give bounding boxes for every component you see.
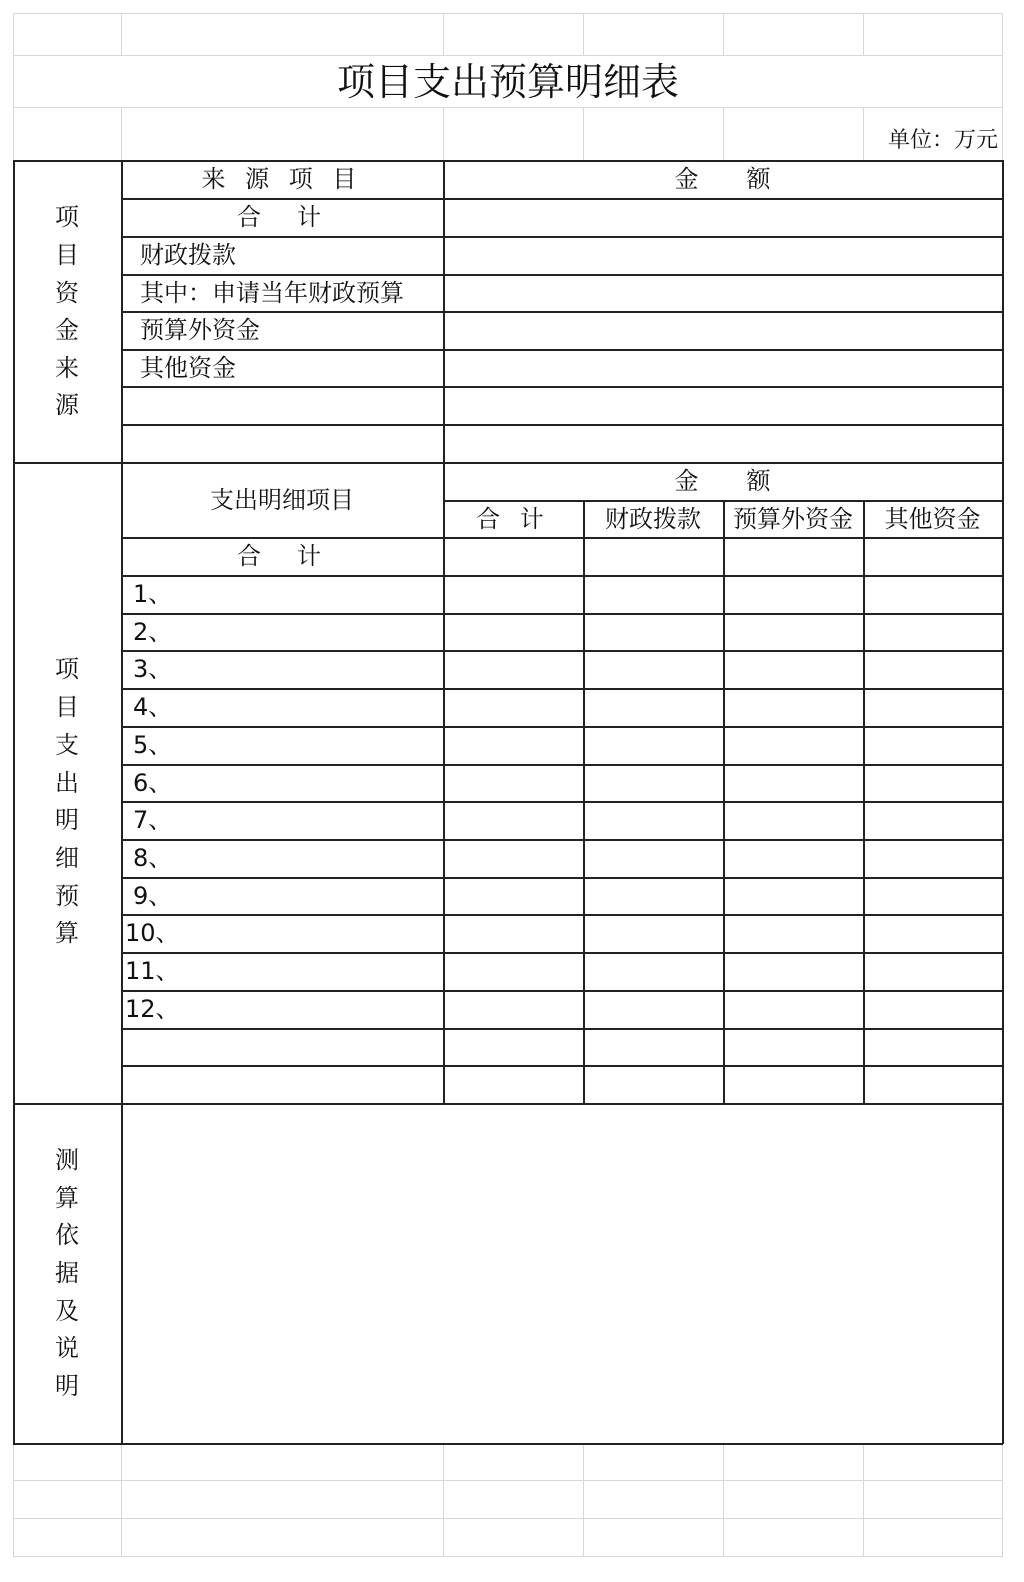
expense-row-label [121,1028,443,1065]
expense-row-label: 8、 [133,844,173,872]
basis-side-label-char: 及 [55,1296,79,1325]
table-border-line [443,160,445,462]
expense-row-label: 3、 [133,655,173,683]
expense-subheader: 其他资金 [884,504,981,533]
funding-row-label [121,424,443,462]
unit-label: 单位：万元 [887,128,998,153]
expense-row-label: 6、 [133,768,173,797]
funding-side-label-char: 来 [55,353,79,382]
expense-subheader: 财政拨款 [605,504,701,533]
expense-side-label-char: 出 [55,768,79,797]
grid-line [13,107,1003,108]
funding-side-label-char: 项 [55,203,79,231]
basis-side-label-char: 说 [55,1334,79,1362]
table-border-line [863,500,865,1103]
funding-side-label-char: 源 [55,391,79,419]
expense-row-label: 1、 [133,580,173,608]
expense-subheader: 预算外资金 [733,504,853,533]
expense-row-label: 5、 [133,731,173,759]
merged-cell-bg [122,1104,1002,1443]
expense-row-label: 4、 [133,693,173,721]
grid-line [13,1518,1003,1519]
expense-side-label-char: 预 [55,881,79,910]
basis-side-label-char: 测 [55,1146,79,1174]
basis-side-label-char: 据 [55,1259,79,1287]
funding-row-label: 预算外资金 [140,316,260,344]
table-border-line [13,1443,1003,1445]
funding-side-label-char: 金 [55,316,79,344]
expense-item-header: 支出明细项目 [210,485,354,514]
table-border-line [443,462,445,1103]
funding-side-label-char: 目 [55,241,79,269]
grid-line [13,1556,1003,1557]
expense-row-label [121,1065,443,1103]
funding-side-label-char: 资 [55,278,79,307]
expense-side-label-char: 算 [55,919,79,947]
expense-row-label: 10、 [125,919,180,947]
basis-side-label-char: 算 [55,1183,79,1212]
expense-amount-header: 金 额 [674,467,771,495]
funding-row-label: 其他资金 [140,353,236,382]
expense-subheader: 合 计 [476,504,550,533]
basis-side-label-char: 依 [55,1221,79,1249]
expense-row-label: 12、 [125,995,180,1023]
funding-row-label: 其中：申请当年财政预算 [140,278,404,307]
grid-line [13,13,1003,14]
expense-row-label: 7、 [133,806,173,834]
page-title: 项目支出预算明细表 [336,59,679,104]
funding-row-label [121,386,443,424]
expense-side-label-char: 目 [55,693,79,721]
expense-side-label-char: 支 [55,731,79,759]
table-border-line [583,500,585,1103]
funding-row-label: 合 计 [237,203,327,231]
expense-row-label: 2、 [133,617,173,646]
basis-side-label-char: 明 [55,1372,79,1400]
grid-line [13,1480,1003,1481]
expense-side-label-char: 项 [55,655,79,683]
funding-amount-header: 金 额 [674,165,771,193]
expense-total-label: 合 计 [237,542,327,570]
expense-row-label: 9、 [133,881,173,910]
funding-row-label: 财政拨款 [140,241,236,269]
funding-source-header: 来 源 项 目 [201,165,363,193]
expense-row-label: 11、 [125,957,180,985]
table-border-line [13,1103,1002,1105]
expense-side-label-char: 明 [55,806,79,834]
table-border-line [1002,160,1004,1444]
expense-side-label-char: 细 [55,844,79,872]
table-border-line [723,500,725,1103]
